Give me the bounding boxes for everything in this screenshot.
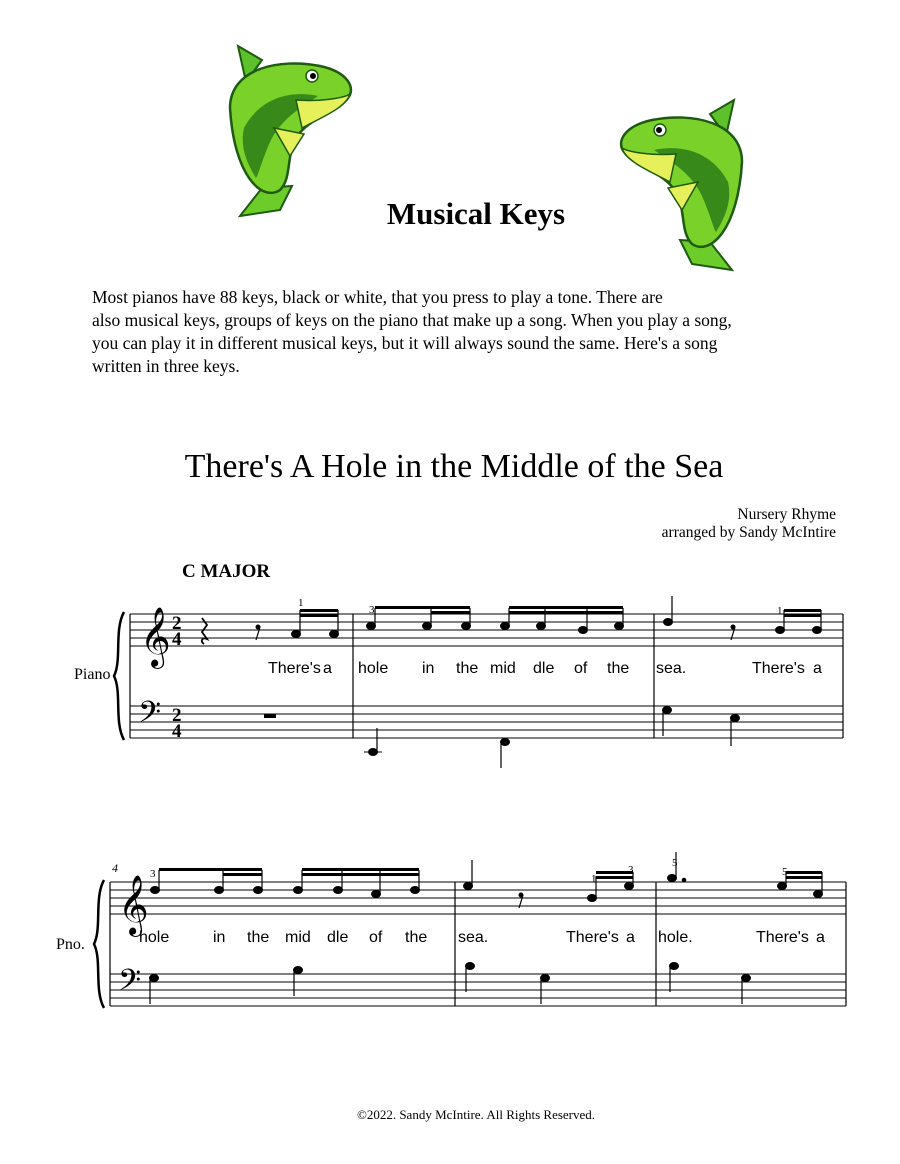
- lyric: a: [813, 660, 822, 677]
- lyric: mid: [285, 929, 311, 946]
- page-title: Musical Keys: [386, 196, 566, 231]
- svg-text:3: 3: [150, 868, 156, 880]
- svg-text:4: 4: [172, 629, 182, 650]
- instrument-name: Piano: [74, 666, 111, 683]
- lyric: dle: [533, 660, 555, 677]
- lyric: There's: [752, 660, 805, 677]
- lyric: sea.: [458, 929, 489, 946]
- lyric: the: [607, 660, 630, 677]
- intro-line: written in three keys.: [92, 356, 240, 376]
- lyric: of: [369, 929, 383, 946]
- lyric: sea.: [656, 660, 687, 677]
- svg-text:5: 5: [672, 857, 678, 869]
- lyric: There's: [268, 660, 321, 677]
- lyric: a: [626, 929, 635, 946]
- song-title: There's A Hole in the Middle of the Sea: [184, 448, 724, 485]
- svg-text:2: 2: [172, 705, 182, 726]
- lyric: hole.: [658, 929, 693, 946]
- svg-text:4: 4: [172, 721, 182, 742]
- lyric: There's: [756, 929, 809, 946]
- svg-text:2: 2: [172, 613, 182, 634]
- bass-clef-icon: 𝄢: [118, 964, 142, 1004]
- lyric: of: [574, 660, 588, 677]
- svg-text:1: 1: [298, 597, 304, 609]
- intro-line: also musical keys, groups of keys on the piano that make up a song. When you play a song,: [92, 310, 732, 330]
- copyright-notice: ©2022. Sandy McIntire. All Rights Reserved.: [356, 1107, 596, 1122]
- svg-text:3: 3: [628, 864, 634, 876]
- lyric: dle: [327, 929, 349, 946]
- intro-line: you can play it in different musical keys, but it will always sound the same. Here's a song: [92, 333, 718, 353]
- arranger-credit: arranged by Sandy McIntire: [661, 524, 836, 541]
- lyric: a: [323, 660, 332, 677]
- svg-text:4: 4: [112, 861, 118, 875]
- svg-text:1: 1: [591, 873, 597, 885]
- composer-credit: Nursery Rhyme: [737, 506, 836, 523]
- lyric: the: [247, 929, 270, 946]
- treble-clef-icon: 𝄞: [118, 877, 149, 934]
- lyric: mid: [490, 660, 516, 677]
- lyric: There's: [566, 929, 619, 946]
- lyric: the: [456, 660, 479, 677]
- svg-text:3: 3: [369, 604, 375, 616]
- lyric: in: [213, 929, 226, 946]
- lyric: the: [405, 929, 428, 946]
- bass-clef-icon: 𝄢: [138, 696, 162, 736]
- intro-line: Most pianos have 88 keys, black or white, that you press to play a tone. There are: [92, 287, 663, 307]
- lyric: in: [422, 660, 435, 677]
- treble-clef-icon: 𝄞: [140, 609, 171, 666]
- lyric: hole: [139, 929, 170, 946]
- key-label: C MAJOR: [182, 561, 271, 582]
- svg-text:1: 1: [777, 605, 783, 617]
- lyric: hole: [358, 660, 389, 677]
- instrument-name: Pno.: [56, 936, 85, 953]
- svg-text:5: 5: [782, 866, 788, 878]
- lyric: a: [816, 929, 825, 946]
